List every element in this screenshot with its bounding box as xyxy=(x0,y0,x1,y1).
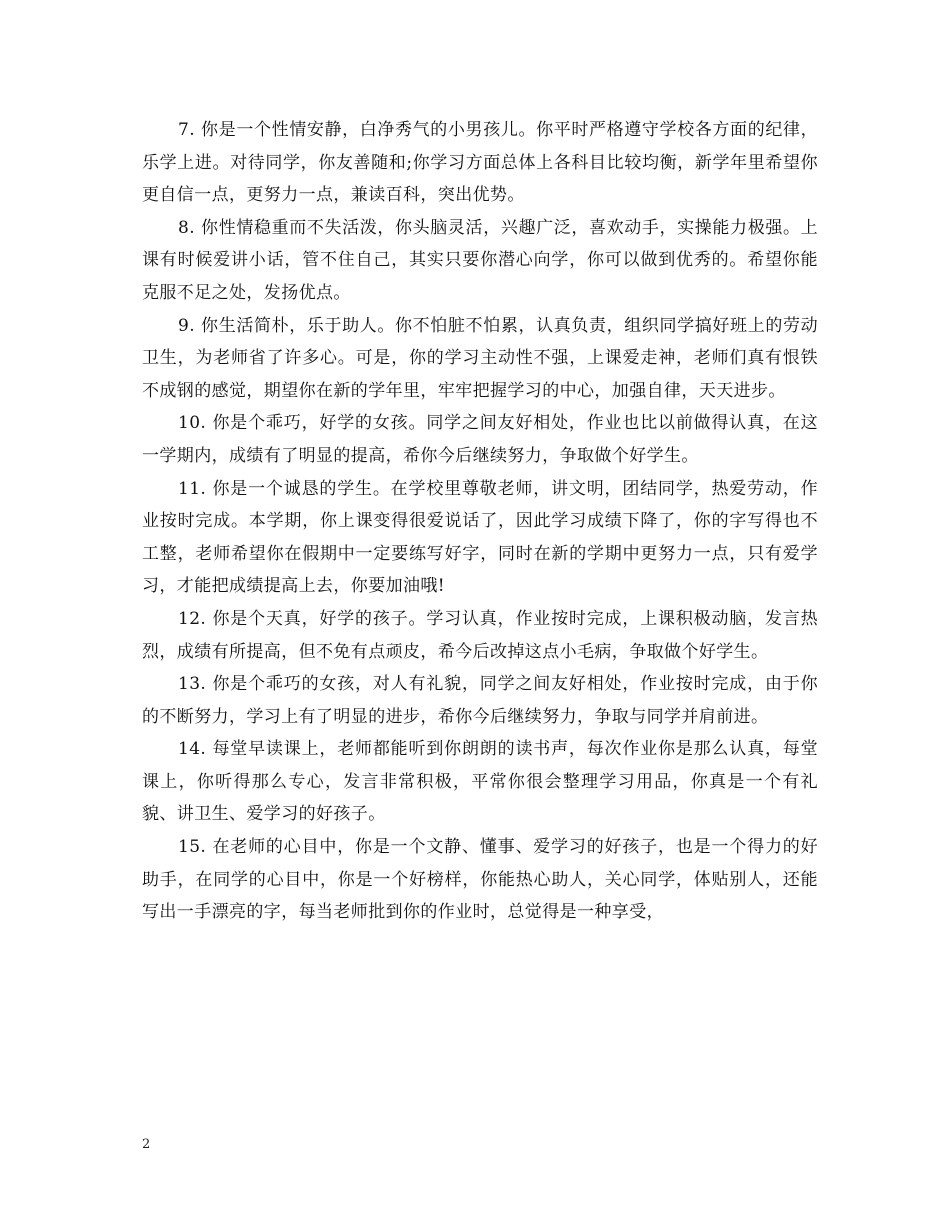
comment-paragraph-10: 10. 你是个乖巧，好学的女孩。同学之间友好相处，作业也比以前做得认真，在这一学期内，成绩有了明显的提高，希你今后继续努力，争取做个好学生。 xyxy=(142,413,818,466)
comment-paragraph-8: 8. 你性情稳重而不失活泼，你头脑灵活，兴趣广泛，喜欢动手，实操能力极强。上课有时候爱讲小话，管不住自己，其实只要你潜心向学，你可以做到优秀的。希望你能克服不足之处，发扬优点。 xyxy=(142,217,818,303)
page-number: 2 xyxy=(142,1137,151,1152)
comment-paragraph-12: 12. 你是个天真，好学的孩子。学习认真，作业按时完成，上课积极动脑，发言热烈，成绩有所提高，但不免有点顽皮，希今后改掉这点小毛病，争取做个好学生。 xyxy=(142,608,818,662)
comment-paragraph-9: 9. 你生活简朴，乐于助人。你不怕脏不怕累，认真负责，组织同学搞好班上的劳动卫生，为老师省了许多心。可是，你的学习主动性不强，上课爱走神，老师们真有恨铁不成钢的感觉，期望你在新的学年里，牢牢把握学习的中心，加强自律，天天进步。 xyxy=(142,315,818,401)
document-body xyxy=(142,114,818,929)
comment-paragraph-15: 15. 在老师的心目中，你是一个文静、懂事、爱学习的好孩子，也是一个得力的好助手，在同学的心目中，你是一个好榜样，你能热心助人，关心同学，体贴别人，还能写出一手漂亮的字，每当老师批到你的作业时，总觉得是一种享受， xyxy=(142,837,818,923)
comment-paragraph-13: 13. 你是个乖巧的女孩，对人有礼貌，同学之间友好相处，作业按时完成，由于你的不断努力，学习上有了明显的进步，希你今后继续努力，争取与同学并肩前进。 xyxy=(142,674,818,727)
comment-paragraph-14: 14. 每堂早读课上，老师都能听到你朗朗的读书声，每次作业你是那么认真，每堂课上，你听得那么专心，发言非常积极，平常你很会整理学习用品，你真是一个有礼貌、讲卫生、爱学习的好孩子。 xyxy=(142,739,818,825)
comment-paragraph-11: 11. 你是一个诚恳的学生。在学校里尊敬老师，讲文明，团结同学，热爱劳动，作业按时完成。本学期，你上课变得很爱说话了，因此学习成绩下降了，你的字写得也不工整，老师希望你在假期中一定要练写好字，同时在新的学期中更努力一点，只有爱学习，才能把成绩提高上去，你要加油哦! xyxy=(142,478,818,597)
comment-paragraph-7: 7. 你是一个性情安静，白净秀气的小男孩儿。你平时严格遵守学校各方面的纪律，乐学上进。对待同学，你友善随和;你学习方面总体上各科目比较均衡，新学年里希望你更自信一点，更努力一点，兼读百科，突出优势。 xyxy=(142,120,818,206)
